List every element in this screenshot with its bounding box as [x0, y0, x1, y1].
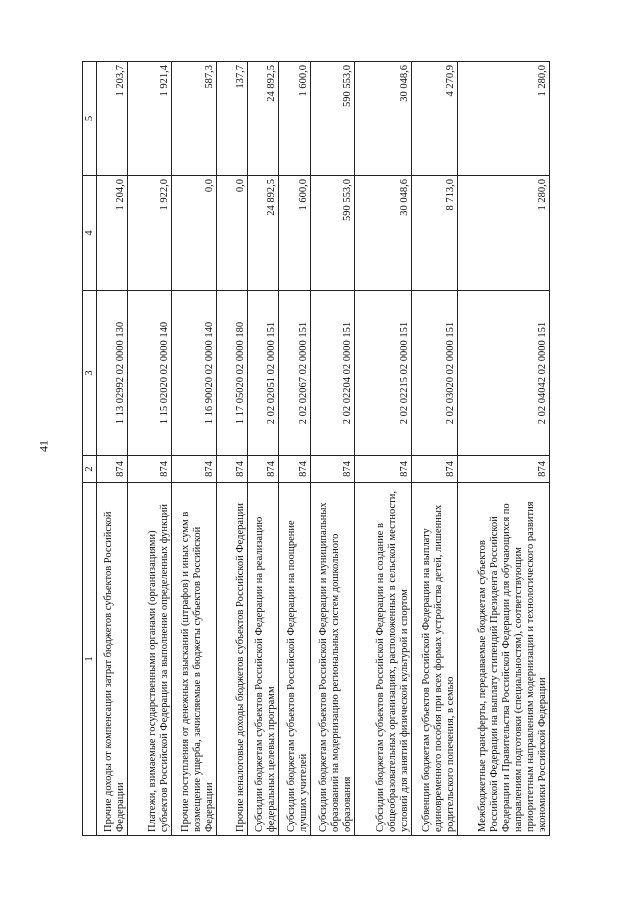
table-row	[457, 62, 549, 836]
table-row	[310, 62, 354, 836]
row-admin-code: 874	[354, 456, 411, 483]
page-number: 41	[36, 440, 51, 452]
row-description: Прочие доходы от компенсации затрат бюджетов субъектов Российской Федерации	[97, 483, 128, 836]
row-admin-code: 874	[172, 456, 216, 483]
header-col-1: 1	[83, 483, 97, 836]
table-header-row	[83, 62, 97, 836]
table-row	[247, 62, 278, 836]
row-fact-value: 30 048,6	[354, 62, 411, 176]
row-fact-value: 24 892,5	[247, 62, 278, 176]
row-kbk-code: 1 15 02020 02 0000 140	[128, 291, 172, 456]
row-plan-value: 8 713,0	[411, 176, 457, 291]
row-fact-value: 587,3	[172, 62, 216, 176]
row-description: Межбюджетные трансферты, передаваемые бюджетам субъектов Российской Федерации на выплату стипендий Президента Российской Федерации и Правительства Российской Федерации для обучающихся по направлениям подготовки (специальностям), соответствующим приоритетным направлениям модернизации и технологического развития экономики Российской Федерации	[457, 483, 549, 836]
row-admin-code: 874	[457, 456, 549, 483]
table-row	[354, 62, 411, 836]
row-plan-value: 30 048,6	[354, 176, 411, 291]
rotated-table-container	[82, 62, 550, 836]
table-row	[97, 62, 128, 836]
row-admin-code: 874	[216, 456, 247, 483]
header-col-3: 3	[83, 291, 97, 456]
table-row	[128, 62, 172, 836]
row-fact-value: 590 553,0	[310, 62, 354, 176]
row-description: Платежи, взимаемые государственными органами (организациями) субъектов Российской Федерации за выполнение определенных функций	[128, 483, 172, 836]
header-col-5: 5	[83, 62, 97, 176]
row-admin-code: 874	[411, 456, 457, 483]
row-kbk-code: 2 02 03020 02 0000 151	[411, 291, 457, 456]
row-description: Субсидии бюджетам субъектов Российской Федерации на реализацию федеральных целевых программ	[247, 483, 278, 836]
row-plan-value: 1 204,0	[97, 176, 128, 291]
header-col-4: 4	[83, 176, 97, 291]
row-fact-value: 1 280,0	[457, 62, 549, 176]
row-admin-code: 874	[128, 456, 172, 483]
row-kbk-code: 2 02 04042 02 0000 151	[457, 291, 549, 456]
row-description: Субвенции бюджетам субъектов Российской Федерации на выплату единовременного пособия при всех формах устройства детей, лишенных родительского попечения, в семью	[411, 483, 457, 836]
row-plan-value: 1 280,0	[457, 176, 549, 291]
table-row	[172, 62, 216, 836]
row-plan-value: 1 922,0	[128, 176, 172, 291]
row-kbk-code: 2 02 02051 02 0000 151	[247, 291, 278, 456]
table-row	[279, 62, 310, 836]
table-row	[411, 62, 457, 836]
row-description: Прочие неналоговые доходы бюджетов субъектов Российской Федерации	[216, 483, 247, 836]
row-admin-code: 874	[247, 456, 278, 483]
row-kbk-code: 2 02 02204 02 0000 151	[310, 291, 354, 456]
row-description: Субсидии бюджетам субъектов Российской Федерации и муниципальных образований на модернизацию региональных систем дошкольного образования	[310, 483, 354, 836]
row-fact-value: 1 921,4	[128, 62, 172, 176]
header-col-2: 2	[83, 456, 97, 483]
row-plan-value: 1 600,0	[279, 176, 310, 291]
row-description: Субсидии бюджетам субъектов Российской Федерации на поощрение лучших учителей	[279, 483, 310, 836]
row-plan-value: 24 892,5	[247, 176, 278, 291]
row-description: Прочие поступления от денежных взысканий (штрафов) и иных сумм в возмещение ущерба, зачисляемые в бюджеты субъектов Российской Федерации	[172, 483, 216, 836]
row-kbk-code: 2 02 02215 02 0000 151	[354, 291, 411, 456]
row-description: Субсидии бюджетам субъектов Российской Федерации на создание в общеобразовательных организациях, расположенных в сельской местности, условий для занятий физической культурой и спортом	[354, 483, 411, 836]
row-admin-code: 874	[310, 456, 354, 483]
row-fact-value: 137,7	[216, 62, 247, 176]
row-fact-value: 4 270,9	[411, 62, 457, 176]
table-row	[216, 62, 247, 836]
row-admin-code: 874	[97, 456, 128, 483]
row-kbk-code: 1 17 05020 02 0000 180	[216, 291, 247, 456]
row-plan-value: 590 553,0	[310, 176, 354, 291]
row-fact-value: 1 203,7	[97, 62, 128, 176]
row-plan-value: 0,0	[172, 176, 216, 291]
row-kbk-code: 2 02 02067 02 0000 151	[279, 291, 310, 456]
row-plan-value: 0,0	[216, 176, 247, 291]
revenue-table	[82, 61, 550, 836]
row-kbk-code: 1 16 90020 02 0000 140	[172, 291, 216, 456]
row-fact-value: 1 600,0	[279, 62, 310, 176]
row-kbk-code: 1 13 02992 02 0000 130	[97, 291, 128, 456]
row-admin-code: 874	[279, 456, 310, 483]
